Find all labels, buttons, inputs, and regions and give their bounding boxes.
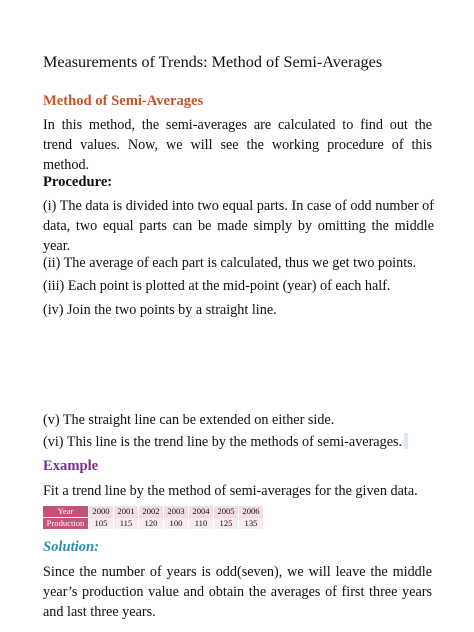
table-cell: 2004 (189, 506, 214, 518)
table-row-label: Year (43, 506, 89, 518)
procedure-step-2: (ii) The average of each part is calculated, thus we get two points. (43, 255, 417, 271)
procedure-heading: Procedure: (43, 174, 113, 190)
table-cell: 2003 (164, 506, 189, 518)
procedure-step-4: (iv) Join the two points by a straight line. (43, 302, 277, 318)
table-cell: 2001 (114, 506, 139, 518)
production-table (43, 506, 263, 529)
table-cell: 125 (214, 518, 239, 530)
table-cell: 115 (114, 518, 139, 530)
table-cell: 2006 (239, 506, 264, 518)
section-heading: Method of Semi-Averages (43, 93, 204, 109)
intro-paragraph: In this method, the semi-averages are calculated to find out the trend values. Now, we will see the working procedure of this method. (43, 117, 432, 173)
example-heading: Example (43, 458, 99, 474)
table-cell: 105 (89, 518, 114, 530)
solution-heading: Solution: (43, 539, 99, 555)
table-cell: 2000 (89, 506, 114, 518)
table-cell: 135 (239, 518, 264, 530)
procedure-step-6 (43, 432, 435, 452)
document-page (43, 0, 435, 632)
procedure-step-5: (v) The straight line can be extended on either side. (43, 412, 335, 428)
table-row-production (43, 518, 263, 530)
table-cell: 110 (189, 518, 214, 530)
table-cell: 2002 (139, 506, 164, 518)
text-cursor-highlight (404, 433, 408, 449)
table-cell: 100 (164, 518, 189, 530)
procedure-step-6-text: (vi) This line is the trend line by the methods of semi-averages. (43, 434, 403, 450)
table-cell: 2005 (214, 506, 239, 518)
procedure-step-3: (iii) Each point is plotted at the mid-point (year) of each half. (43, 278, 391, 294)
procedure-step-1: (i) The data is divided into two equal parts. In case of odd number of data, two equal parts can be made simply by omitting the middle year. (43, 198, 434, 254)
solution-paragraph: Since the number of years is odd(seven), we will leave the middle year’s production value and obtain the averages of first three years and last three years. (43, 564, 432, 620)
example-paragraph: Fit a trend line by the method of semi-averages for the given data. (43, 483, 418, 499)
table-row-year (43, 506, 263, 518)
table-row-label: Production (43, 518, 89, 530)
table-cell: 120 (139, 518, 164, 530)
document-title: Measurements of Trends: Method of Semi-Averages (43, 53, 383, 71)
